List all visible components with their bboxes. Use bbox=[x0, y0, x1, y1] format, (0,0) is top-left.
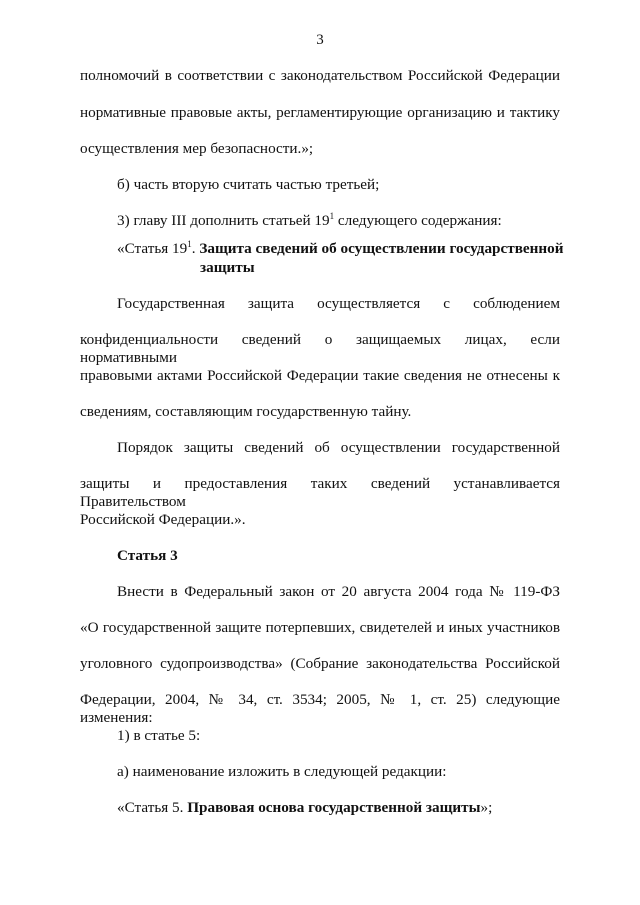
text-line: уголовного судопроизводства» (Собрание законодательства Российской bbox=[80, 655, 560, 672]
text-line: сведениям, составляющим государственную тайну. bbox=[80, 403, 412, 420]
text-line: нормативные правовые акты, регламентирующие организацию и тактику bbox=[80, 104, 560, 121]
item-3: 3) главу III дополнить статьей $19^1$ следующего содержания: bbox=[117, 210, 502, 229]
article-19-heading: «Статья $19^1$. Защита сведений об осуществлении государственной bbox=[117, 238, 564, 257]
text-line: «О государственной защите потерпевших, свидетелей и иных участников bbox=[80, 619, 560, 636]
text-line: Российской Федерации.». bbox=[80, 511, 246, 528]
text-line: Внести в Федеральный закон от 20 августа 2004 года № 119-ФЗ bbox=[117, 583, 560, 600]
item-a: а) наименование изложить в следующей редакции: bbox=[117, 763, 447, 780]
article-3-heading: Статья 3 bbox=[117, 547, 178, 564]
text-line: Государственная защита осуществляется с соблюдением bbox=[117, 295, 560, 312]
text-line: Порядок защиты сведений об осуществлении государственной bbox=[117, 439, 560, 456]
text-line: Федерации, 2004, № 34, ст. 3534; 2005, № 1, ст. 25) следующие изменения: bbox=[80, 691, 560, 726]
text-line: конфиденциальности сведений о защищаемых лицах, если нормативными bbox=[80, 331, 560, 366]
article-19-heading-cont: защиты bbox=[200, 259, 255, 276]
text-line: защиты и предоставления таких сведений устанавливается Правительством bbox=[80, 475, 560, 510]
article-5-heading: «Статья 5. Правовая основа государственной защиты»; bbox=[117, 799, 493, 816]
text-line: полномочий в соответствии с законодательством Российской Федерации bbox=[80, 67, 560, 84]
text-line: осуществления мер безопасности.»; bbox=[80, 140, 314, 157]
page-number: 3 bbox=[316, 32, 324, 48]
item-1: 1) в статье 5: bbox=[117, 727, 201, 744]
text-line: правовыми актами Российской Федерации такие сведения не отнесены к bbox=[80, 367, 560, 384]
item-b: б) часть вторую считать частью третьей; bbox=[117, 176, 380, 193]
